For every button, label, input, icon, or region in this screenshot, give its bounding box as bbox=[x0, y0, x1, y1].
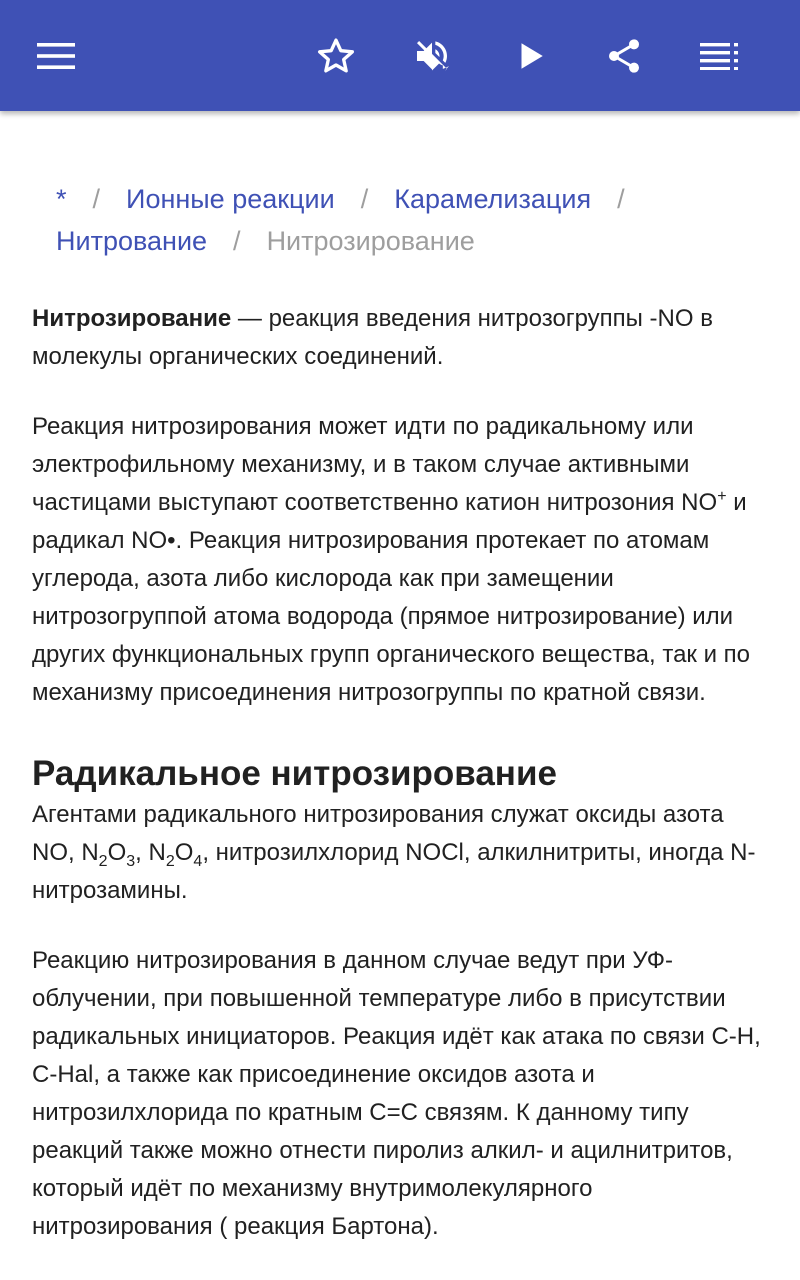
intro-text: — реакция введения нитрозогруппы -NO в молекулы органических соединений. bbox=[32, 305, 713, 370]
intro-paragraph bbox=[32, 300, 772, 376]
subscript: 3 bbox=[126, 852, 136, 870]
share-icon[interactable] bbox=[596, 28, 652, 84]
subscript: 4 bbox=[193, 852, 203, 870]
breadcrumb-separator: / bbox=[360, 184, 369, 214]
play-icon[interactable] bbox=[502, 28, 558, 84]
breadcrumb-root-link[interactable]: * bbox=[56, 184, 67, 214]
breadcrumb bbox=[56, 178, 772, 262]
agents-text-e: , нитрозилхлорид NOCl, алкилнитриты, иногда N-нитрозамины. bbox=[32, 839, 756, 904]
star-outline-icon[interactable] bbox=[308, 28, 364, 84]
section-heading: Радикальное нитрозирование bbox=[32, 754, 557, 793]
app-toolbar bbox=[0, 0, 800, 111]
table-of-contents-icon[interactable] bbox=[692, 28, 748, 84]
mechanism-text-a: Реакция нитрозирования может идти по радикальному или электрофильному механизму, и в таком случае активными частицами выступают соответственно катион нитрозония NO bbox=[32, 413, 718, 516]
agents-paragraph bbox=[32, 796, 772, 910]
agents-text-a: Агентами радикального нитрозирования служат оксиды азота NO, N bbox=[32, 801, 724, 866]
term-bold: Нитрозирование bbox=[32, 305, 232, 332]
breadcrumb-caramelization-link[interactable]: Карамелизация bbox=[394, 184, 592, 214]
agents-text-b: O bbox=[107, 839, 127, 866]
breadcrumb-ionic-reactions-link[interactable]: Ионные реакции bbox=[126, 184, 335, 214]
volume-off-icon[interactable] bbox=[404, 28, 460, 84]
hamburger-menu-icon[interactable] bbox=[28, 28, 84, 84]
breadcrumb-current: Нитрозирование bbox=[266, 226, 475, 256]
nitrosonium-charge: + bbox=[717, 488, 727, 505]
breadcrumb-separator: / bbox=[617, 184, 625, 214]
conditions-paragraph: Реакцию нитрозирования в данном случае ведут при УФ-облучении, при повышенной температуре либо в присутствии радикальных инициаторов. Реакция идёт как атака по связи C-H, C-Hal, а также как присоединение оксидов азота и нитрозилхлорида по кратным C=C связям. К данному типу реакций также можно отнести пиролиз алкил- и ацилнитритов, который идёт по механизму внутримолекулярного нитрозирования ( реакция Бартона). bbox=[32, 947, 761, 1240]
agents-text-c: , N bbox=[135, 839, 166, 866]
subscript: 2 bbox=[165, 852, 175, 870]
subscript: 2 bbox=[98, 852, 108, 870]
article-content bbox=[32, 150, 772, 1246]
breadcrumb-separator: / bbox=[92, 184, 101, 214]
agents-text-d: O bbox=[174, 839, 194, 866]
mechanism-paragraph bbox=[32, 408, 772, 712]
mechanism-text-b: и радикал NO•. Реакция нитрозирования протекает по атомам углерода, азота либо кислорода как при замещении нитрозогруппой атома водорода (прямое нитрозирование) или других функциональных групп органического вещества, так и по механизму присоединения нитрозогруппы по кратной связи. bbox=[32, 489, 751, 706]
breadcrumb-nitration-link[interactable]: Нитрование bbox=[56, 226, 208, 256]
breadcrumb-separator: / bbox=[233, 226, 241, 256]
